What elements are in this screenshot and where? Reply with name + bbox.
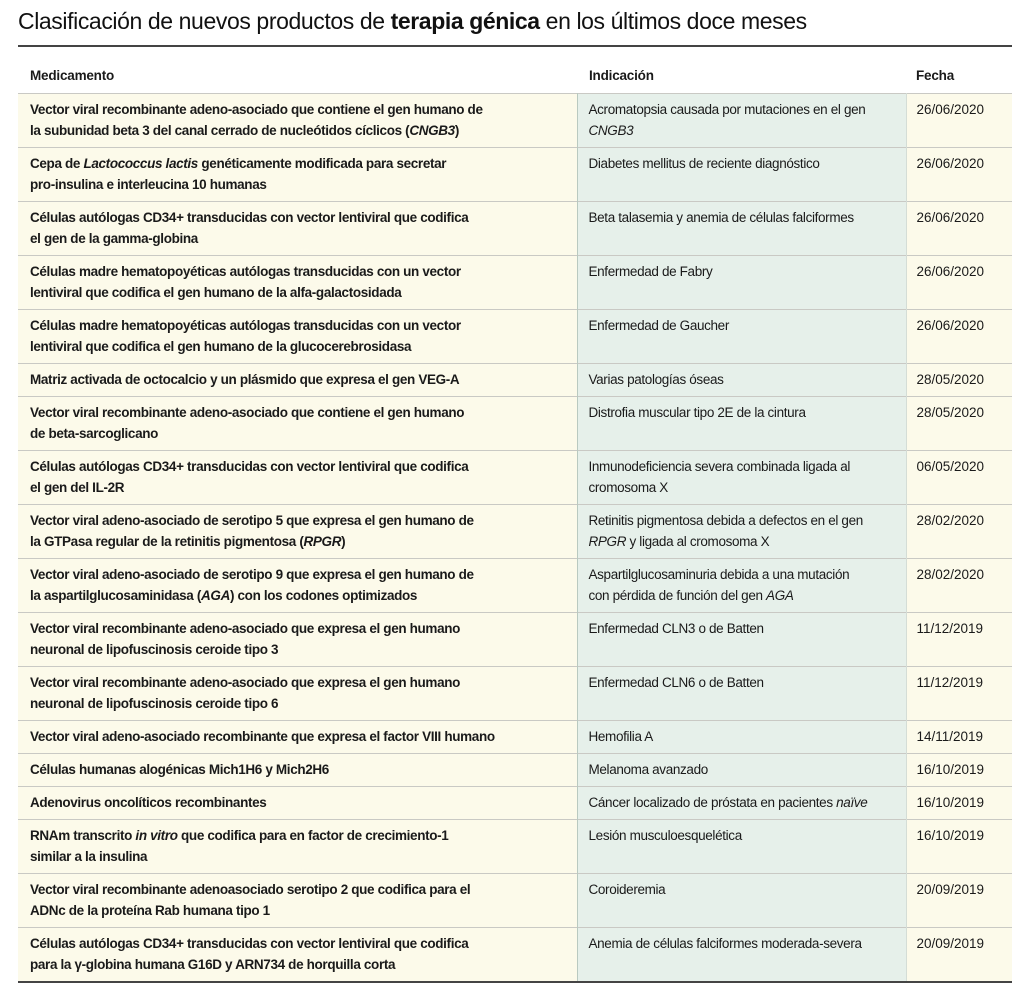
indicacion-cell — [577, 310, 906, 364]
fecha-cell: 26/06/2020 — [906, 202, 1012, 256]
cell-text: Inmunodeficiencia severa combinada ligada al cromosoma X — [588, 459, 851, 495]
cell-text: Vector viral recombinante adeno-asociado que contiene el gen humano de beta-sarcoglicano — [30, 405, 465, 441]
fecha-cell: 28/02/2020 — [906, 505, 1012, 559]
cell-text: RNAm transcrito — [30, 828, 136, 843]
cell-text: Enfermedad de Fabry — [588, 264, 713, 279]
table-body — [18, 94, 1012, 983]
fecha-cell: 16/10/2019 — [906, 820, 1012, 874]
medicamento-cell — [18, 505, 577, 559]
cell-text: Vector viral recombinante adeno-asociado que expresa el gen humano neuronal de lipofuscinosis ceroide tipo 3 — [30, 621, 461, 657]
italic-text: CNGB3 — [409, 123, 455, 138]
italic-text: RPGR — [303, 534, 342, 549]
fecha-cell: 26/06/2020 — [906, 94, 1012, 148]
table-row — [18, 820, 1012, 874]
indicacion-cell — [577, 256, 906, 310]
cell-text: Anemia de células falciformes moderada-severa — [588, 936, 862, 951]
fecha-cell: 28/05/2020 — [906, 397, 1012, 451]
fecha-cell: 11/12/2019 — [906, 613, 1012, 667]
cell-text: Cepa de — [30, 156, 84, 171]
cell-text: Vector viral recombinante adeno-asociado que contiene el gen humano de la subunidad beta 3 del canal cerrado de nucleótidos cíclicos ( — [30, 102, 483, 138]
medicamento-cell — [18, 202, 577, 256]
fecha-cell: 06/05/2020 — [906, 451, 1012, 505]
fecha-cell: 26/06/2020 — [906, 256, 1012, 310]
fecha-cell: 20/09/2019 — [906, 928, 1012, 983]
cell-text: Aspartilglucosaminuria debida a una mutación con pérdida de función del gen — [588, 567, 850, 603]
cell-text: Células humanas alogénicas Mich1H6 y Mich2H6 — [30, 762, 329, 777]
cell-text: Enfermedad de Gaucher — [588, 318, 729, 333]
cell-text: Distrofia muscular tipo 2E de la cintura — [588, 405, 806, 420]
indicacion-cell — [577, 94, 906, 148]
medicamento-cell — [18, 820, 577, 874]
indicacion-cell — [577, 928, 906, 983]
cell-text: Coroideremia — [588, 882, 666, 897]
table-row — [18, 148, 1012, 202]
medicamento-cell — [18, 721, 577, 754]
indicacion-cell — [577, 874, 906, 928]
cell-text: Beta talasemia y anemia de células falciformes — [588, 210, 854, 225]
indicacion-cell — [577, 559, 906, 613]
medicamento-cell — [18, 754, 577, 787]
table-row — [18, 310, 1012, 364]
indicacion-cell — [577, 148, 906, 202]
italic-text: AGA — [201, 588, 230, 603]
table-row — [18, 721, 1012, 754]
cell-text: Enfermedad CLN6 o de Batten — [588, 675, 764, 690]
table-row — [18, 613, 1012, 667]
indicacion-cell — [577, 754, 906, 787]
fecha-cell: 20/09/2019 — [906, 874, 1012, 928]
cell-text: Vector viral recombinante adenoasociado serotipo 2 que codifica para el ADNc de la proteína Rab humana tipo 1 — [30, 882, 471, 918]
indicacion-cell — [577, 202, 906, 256]
indicacion-cell — [577, 721, 906, 754]
cell-text: Lesión musculoesquelética — [588, 828, 742, 843]
medicamento-cell — [18, 559, 577, 613]
table-row — [18, 505, 1012, 559]
cell-text: que codifica para en factor de crecimiento-1 similar a la insulina — [30, 828, 449, 864]
indicacion-cell — [577, 667, 906, 721]
fecha-cell: 11/12/2019 — [906, 667, 1012, 721]
fecha-cell: 16/10/2019 — [906, 754, 1012, 787]
table-row — [18, 874, 1012, 928]
cell-text: Vector viral adeno-asociado recombinante que expresa el factor VIII humano — [30, 729, 495, 744]
fecha-cell: 26/06/2020 — [906, 310, 1012, 364]
italic-text: AGA — [766, 588, 794, 603]
title-text-suffix: en los últimos doce meses — [539, 8, 807, 34]
cell-text: Retinitis pigmentosa debida a defectos en el gen — [588, 513, 863, 528]
header-indicacion: Indicación — [589, 68, 654, 83]
table-row — [18, 667, 1012, 721]
medicamento-cell — [18, 256, 577, 310]
table-row — [18, 787, 1012, 820]
medicamento-cell — [18, 148, 577, 202]
medicamento-cell — [18, 928, 577, 983]
cell-text: Células autólogas CD34+ transducidas con vector lentiviral que codifica para la γ-globina humana G16D y ARN734 de horquilla corta — [30, 936, 469, 972]
header-fecha: Fecha — [916, 68, 955, 83]
table-row — [18, 451, 1012, 505]
fecha-cell: 16/10/2019 — [906, 787, 1012, 820]
cell-text: ) con los codones optimizados — [229, 588, 418, 603]
title-rule — [18, 45, 1012, 47]
indicacion-cell — [577, 505, 906, 559]
cell-text: Células madre hematopoyéticas autólogas transducidas con un vector lentiviral que codifica el gen humano de la glucocerebrosidasa — [30, 318, 461, 354]
indicacion-cell — [577, 364, 906, 397]
medicamento-cell — [18, 667, 577, 721]
medicamento-cell — [18, 613, 577, 667]
header-medicamento: Medicamento — [30, 68, 115, 83]
cell-text: Matriz activada de octocalcio y un plásmido que expresa el gen VEG-A — [30, 372, 460, 387]
indicacion-cell — [577, 820, 906, 874]
italic-text: in vitro — [135, 828, 178, 843]
cell-text: Acromatopsia causada por mutaciones en el gen — [588, 102, 866, 117]
cell-text: Melanoma avanzado — [588, 762, 708, 777]
gene-therapy-table — [18, 58, 1012, 983]
cell-text: Diabetes mellitus de reciente diagnóstico — [588, 156, 820, 171]
cell-text: Hemofilia A — [588, 729, 653, 744]
table-row — [18, 202, 1012, 256]
fecha-cell: 28/05/2020 — [906, 364, 1012, 397]
cell-text: Células madre hematopoyéticas autólogas transducidas con un vector lentiviral que codifica el gen humano de la alfa-galactosidada — [30, 264, 461, 300]
medicamento-cell — [18, 364, 577, 397]
indicacion-cell — [577, 451, 906, 505]
table-row — [18, 364, 1012, 397]
indicacion-cell — [577, 397, 906, 451]
cell-text: Células autólogas CD34+ transducidas con vector lentiviral que codifica el gen del IL-2R — [30, 459, 469, 495]
table-row — [18, 94, 1012, 148]
table-row — [18, 559, 1012, 613]
cell-text: Cáncer localizado de próstata en pacientes — [588, 795, 837, 810]
table-row — [18, 256, 1012, 310]
italic-text: RPGR — [588, 534, 627, 549]
medicamento-cell — [18, 874, 577, 928]
cell-text: Varias patologías óseas — [588, 372, 724, 387]
cell-text: Enfermedad CLN3 o de Batten — [588, 621, 764, 636]
cell-text: Vector viral adeno-asociado de serotipo 5 que expresa el gen humano de la GTPasa regular de la retinitis pigmentosa ( — [30, 513, 474, 549]
cell-text: ) — [341, 534, 346, 549]
cell-text: genéticamente modificada para secretar pro-insulina e interleucina 10 humanas — [30, 156, 447, 192]
medicamento-cell — [18, 451, 577, 505]
table-header-row — [18, 58, 1012, 94]
fecha-cell: 28/02/2020 — [906, 559, 1012, 613]
medicamento-cell — [18, 787, 577, 820]
cell-text: Adenovirus oncolíticos recombinantes — [30, 795, 267, 810]
fecha-cell: 14/11/2019 — [906, 721, 1012, 754]
medicamento-cell — [18, 310, 577, 364]
table-row — [18, 754, 1012, 787]
cell-text: Vector viral recombinante adeno-asociado que expresa el gen humano neuronal de lipofuscinosis ceroide tipo 6 — [30, 675, 461, 711]
title-emphasis: terapia génica — [390, 8, 540, 34]
italic-text: naïve — [836, 795, 868, 810]
cell-text: Vector viral adeno-asociado de serotipo 9 que expresa el gen humano de la aspartilglucosaminidasa ( — [30, 567, 474, 603]
title-text: Clasificación de nuevos productos de — [18, 8, 391, 34]
page-title — [18, 8, 807, 35]
cell-text: y ligada al cromosoma X — [626, 534, 770, 549]
medicamento-cell — [18, 397, 577, 451]
cell-text: ) — [454, 123, 459, 138]
indicacion-cell — [577, 613, 906, 667]
table-row — [18, 928, 1012, 983]
italic-text: CNGB3 — [588, 123, 634, 138]
medicamento-cell — [18, 94, 577, 148]
table-row — [18, 397, 1012, 451]
indicacion-cell — [577, 787, 906, 820]
fecha-cell: 26/06/2020 — [906, 148, 1012, 202]
cell-text: Células autólogas CD34+ transducidas con vector lentiviral que codifica el gen de la gamma-globina — [30, 210, 469, 246]
italic-text: Lactococcus lactis — [83, 156, 198, 171]
